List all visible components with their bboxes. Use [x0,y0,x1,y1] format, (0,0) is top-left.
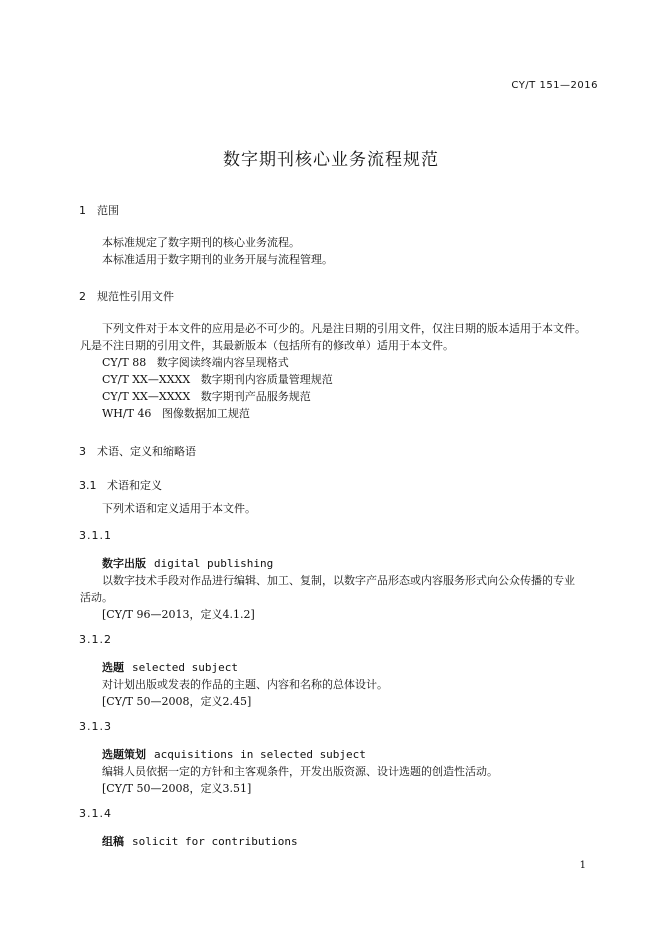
reference-code: CY/T 88 [102,356,147,369]
term-number: 3.1.3 [79,720,112,733]
subsection-3-1-heading [79,477,162,493]
document-title: 数字期刊核心业务流程规范 [223,150,439,170]
reference-title: 图像数据加工规范 [161,407,250,420]
reference-item [102,354,289,371]
section-1-paragraph-2: 本标准适用于数字期刊的业务开展与流程管理。 [102,253,333,266]
subsection-number: 3.1 [79,479,97,492]
term-source: [CY/T 50—2008，定义2.45] [102,695,252,708]
term-heading [102,659,238,675]
term-number: 3.1.1 [79,529,112,542]
section-title: 范围 [97,204,119,217]
reference-title: 数字期刊内容质量管理规范 [200,373,333,386]
term-english: acquisitions in selected subject [154,748,366,761]
section-title: 术语、定义和缩略语 [97,445,196,458]
term-chinese: 选题 [102,661,124,674]
term-english: digital publishing [154,557,274,570]
reference-code: WH/T 46 [102,407,152,420]
section-number: 3 [79,445,86,458]
section-2-paragraph-line-2: 凡是不注日期的引用文件，其最新版本（包括所有的修改单）适用于本文件。 [80,339,454,352]
term-chinese: 选题策划 [102,748,146,761]
term-definition-line-1: 以数字技术手段对作品进行编辑、加工、复制，以数字产品形态或内容服务形式向公众传播的专业 [102,574,575,587]
term-number: 3.1.4 [79,807,112,820]
term-heading [102,555,273,571]
reference-item [102,405,250,422]
section-3-heading [79,443,196,459]
term-number: 3.1.2 [79,633,112,646]
reference-code: CY/T XX—XXXX [102,390,191,403]
section-1-heading [79,202,119,218]
term-heading [102,746,366,762]
reference-item [102,388,311,405]
term-definition-line-1: 对计划出版或发表的作品的主题、内容和名称的总体设计。 [102,678,388,691]
page-number: 1 [579,860,586,871]
term-definition-line-2: 活动。 [80,591,113,604]
term-english: selected subject [132,661,238,674]
term-english: solicit for contributions [132,835,298,848]
section-number: 1 [79,204,86,217]
term-definition-line-1: 编辑人员依据一定的方针和主客观条件，开发出版资源、设计选题的创造性活动。 [102,765,498,778]
section-2-paragraph-line-1: 下列文件对于本文件的应用是必不可少的。凡是注日期的引用文件，仅注日期的版本适用于本文件。 [102,322,586,335]
term-source: [CY/T 50—2008，定义3.51] [102,782,252,795]
subsection-title: 术语和定义 [107,479,162,492]
section-number: 2 [79,290,86,303]
reference-code: CY/T XX—XXXX [102,373,191,386]
term-chinese: 组稿 [102,835,124,848]
term-chinese: 数字出版 [102,557,146,570]
term-source: [CY/T 96—2013，定义4.1.2] [102,608,255,621]
section-1-paragraph-1: 本标准规定了数字期刊的核心业务流程。 [102,236,300,249]
reference-title: 数字期刊产品服务规范 [200,390,311,403]
subsection-3-1-intro: 下列术语和定义适用于本文件。 [102,502,256,515]
term-heading [102,833,298,849]
reference-title: 数字阅读终端内容呈现格式 [156,356,289,369]
standard-code: CY/T 151—2016 [511,80,598,91]
section-title: 规范性引用文件 [97,290,174,303]
section-2-heading [79,288,174,304]
reference-item [102,371,333,388]
